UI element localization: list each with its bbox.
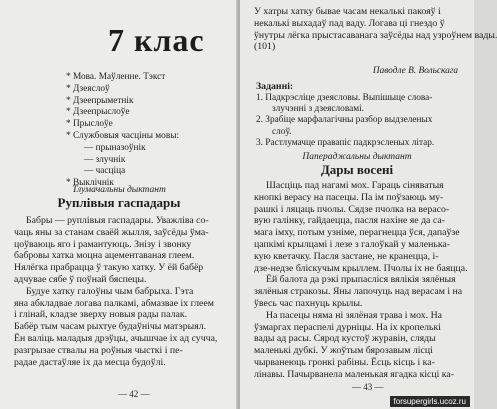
- text-line: Будуе хатку галоўны чым бабрыха. Гэта: [26, 285, 194, 297]
- text-line: яна абкладвае логава палкамі, абмазвае іх глеем: [14, 297, 214, 309]
- text-line: На пасецы няма ні зялёная трава і мох. На: [266, 309, 442, 321]
- text-line: Бабёр тым часам рыхтуе будаўнічы матэрыял.: [14, 321, 207, 333]
- text-line: зялёныя стракозы. Яны лапочуць над верасам і на: [254, 286, 463, 298]
- task-line: 2. Зрабіце марфалагічны разбор выдзеленых: [256, 115, 433, 126]
- text-line: разгрызае ствалы на роўныя чысткі і пе-: [14, 344, 183, 356]
- text-line: Ёй балота да рэкі прыпасліся вялікія зялёныя: [266, 274, 456, 286]
- text-line: кую кветачку. Пасля застане, не кранецца, і-: [254, 250, 439, 262]
- right-page: [240, 0, 497, 409]
- page-number: — 43 —: [352, 382, 384, 392]
- task-item: [256, 138, 468, 149]
- topic-subitem: — часціца: [84, 166, 126, 177]
- text-line: бабровы хатка моцна ацементаваная глеем.: [14, 250, 195, 262]
- text-line: радае дастаўляе іх да месца будоўлі.: [14, 356, 166, 368]
- topic-item: * Службовыя часціны мовы:: [66, 130, 180, 141]
- text-line: чаць яны за станам сваёй жылля, заўсёды ўма-: [14, 226, 209, 238]
- topic-item: * Дзеепрыметнік: [66, 95, 134, 106]
- dictation-title: Руплівыя гаспадары: [57, 195, 181, 210]
- text-line: ўнутры лёгка прыстасаванага заўсёды над узроўнем вады.: [254, 29, 497, 41]
- page-number: — 42 —: [118, 389, 150, 399]
- text-line: дзе-недзе бліскучым крыллем. Пчолы іх не баяцца.: [254, 262, 468, 274]
- topic-item: * Прыслоўе: [66, 119, 113, 130]
- text-line: цоўваюць яго і рамантуюць. Знізу і звонку: [14, 238, 192, 250]
- word-count: (101): [254, 41, 276, 53]
- text-line: ўвесь час пахнуць крылы.: [254, 297, 363, 309]
- text-line: і глінай, кладзе зверху новыя рады палак.: [14, 309, 188, 321]
- dictation-type-label: Папераджальны дыктант: [302, 152, 412, 162]
- chapter-title: 7 клас: [108, 22, 205, 58]
- text-line: чырванеюць гронкі рабіны. Ёсць кісць і ка-: [254, 356, 435, 368]
- task-item: [256, 93, 468, 115]
- text-line: маленькі дубкі. У жоўтым бярозавым лісці: [254, 345, 433, 357]
- dictation-title: Дары восені: [320, 162, 394, 177]
- task-line: слоў.: [272, 126, 292, 137]
- tasks-list: [256, 93, 468, 149]
- topic-item: * Дзеяслоў: [66, 83, 110, 94]
- text-line: адчувае сябе ў поўнай бяспецы.: [14, 273, 147, 285]
- text-line: ўзмаргах пераспелі дурніцы. На іх кропелькі: [254, 321, 441, 333]
- text-line: Ён валіць маладыя дрэўцы, ачышчае іх ад сучча,: [14, 332, 218, 344]
- topics-list: [66, 72, 179, 190]
- dictation-text: [254, 180, 466, 381]
- text-line: некалькі выхадаў пад ваду. Логава ці гнездо ў: [254, 17, 445, 29]
- dictation-text: [14, 215, 228, 368]
- dictation-type-label: Тлумачальны дыктант: [72, 185, 166, 195]
- topic-item: * Мова. Маўленне. Тэкст: [66, 72, 166, 82]
- text-line: цапкімі крылцамі і лезе з галоўкай у маленька-: [254, 238, 451, 250]
- watermark: forsupergirls.ucoz.ru: [390, 396, 470, 407]
- tasks-title: Заданні:: [256, 81, 294, 92]
- text-line: У хатры хатку бывае часам некалькі пакояў і: [254, 6, 441, 17]
- text-line: рашкі і ляцаць пчолы. Сядзе пчолка на верасо-: [254, 203, 450, 215]
- text-line: вады ад расы. Сярод кустоў журавін, сляды: [254, 333, 436, 345]
- text-line: мага імху, потым узніме, перагнецца ўся, дапаўзе: [254, 227, 460, 239]
- task-line: 3. Растлумачце правапіс падкрэсленых літар.: [256, 137, 435, 148]
- topic-item: * Выклічнік: [66, 178, 114, 189]
- task-line: злучэнні з дзеясловамі.: [272, 104, 364, 115]
- task-line: 1. Падкрэсліце дзеясловы. Выпішыце слова-: [256, 93, 433, 103]
- topic-subitem: — прыназоўнік: [84, 142, 146, 153]
- attribution: Паводле В. Вольскага: [372, 66, 458, 76]
- left-page: [0, 0, 238, 409]
- text-line: кнопкі верасу на пасецы. Па ім поўзаюць му-: [254, 191, 444, 203]
- task-item: [256, 115, 468, 137]
- intro-text: [254, 6, 497, 53]
- text-line: вую галінку, гайдаецца, пасля нахіне яе да са-: [254, 215, 445, 227]
- text-line: лінавы. Пачырванела маленькая ягадка кісці ка-: [254, 368, 455, 380]
- text-line: Бабры — руплівыя гаспадары. Уважліва со-: [26, 215, 209, 226]
- topic-item: * Дзеепрыслоўе: [66, 107, 130, 118]
- text-line: Шасціць пад нагамі мох. Гараць сіняватыя: [266, 180, 444, 191]
- text-line: Нялёгка прабрацца ў такую хатку. У ёй бабёр: [14, 262, 204, 274]
- topic-subitem: — злучнік: [84, 154, 126, 165]
